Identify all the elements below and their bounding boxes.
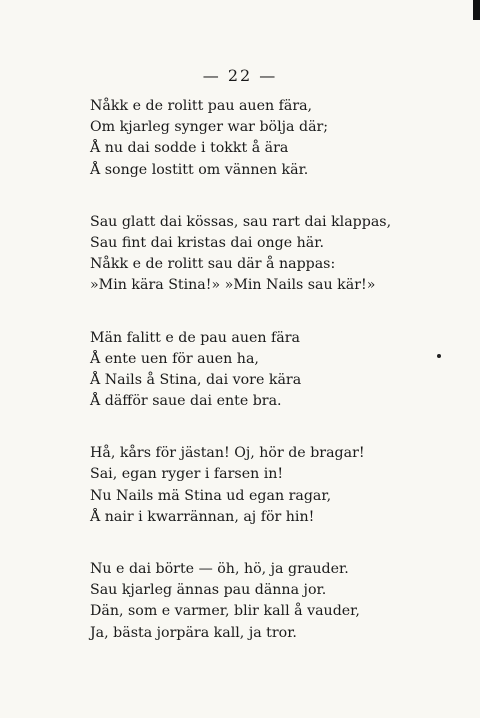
poem-line: Å däfför saue dai ente bra. [90, 393, 282, 410]
poem-line: Nu e dai börte — öh, hö, ja grauder. [90, 561, 349, 577]
poem-line: Å ente uen för auen ha, [90, 350, 259, 367]
stanza-1 [90, 96, 430, 181]
poem-line: Å Nails å Stina, dai vore kära [90, 371, 302, 388]
poem-line: Sau fint dai kristas dai onge här. [90, 234, 324, 251]
poem-line: Hå, kårs för jästan! Oj, hör de bragar! [90, 445, 365, 462]
stanza-3 [90, 328, 430, 413]
poem-line: Sai, egan ryger i farsen in! [90, 466, 284, 483]
poem-line: Å nair i kwarrännan, aj för hin! [90, 508, 315, 525]
stanza-2 [90, 212, 430, 297]
poem-line: »Min kära Stina!» »Min Nails sau kär!» [90, 277, 376, 294]
poem-line: Sau glatt dai kössas, sau rart dai klappas, [90, 213, 392, 230]
stanza-5 [90, 559, 430, 644]
ink-speck [437, 354, 441, 358]
poem [90, 96, 430, 675]
poem-line: Å nu dai sodde i tokkt å ära [90, 140, 289, 157]
poem-line: Nåkk e de rolitt pau auen fära, [90, 98, 313, 114]
poem-line: Ja, bästa jorpära kall, ja tror. [90, 624, 297, 641]
poem-line: Dän, som e varmer, blir kall å vauder, [90, 603, 360, 620]
poem-line: Nåkk e de rolitt sau där å nappas: [90, 256, 336, 273]
poem-line: Nu Nails mä Stina ud egan ragar, [90, 487, 332, 504]
poem-line: Män falitt e de pau auen fära [90, 329, 300, 346]
poem-line: Sau kjarleg ännas pau dänna jor. [90, 582, 327, 599]
stanza-4 [90, 443, 430, 528]
page-number: — 22 — [202, 66, 278, 85]
poem-line: Om kjarleg synger war bölja där; [90, 119, 329, 136]
page-edge-mark [473, 0, 480, 20]
poem-line: Å songe lostitt om vännen kär. [90, 161, 309, 178]
